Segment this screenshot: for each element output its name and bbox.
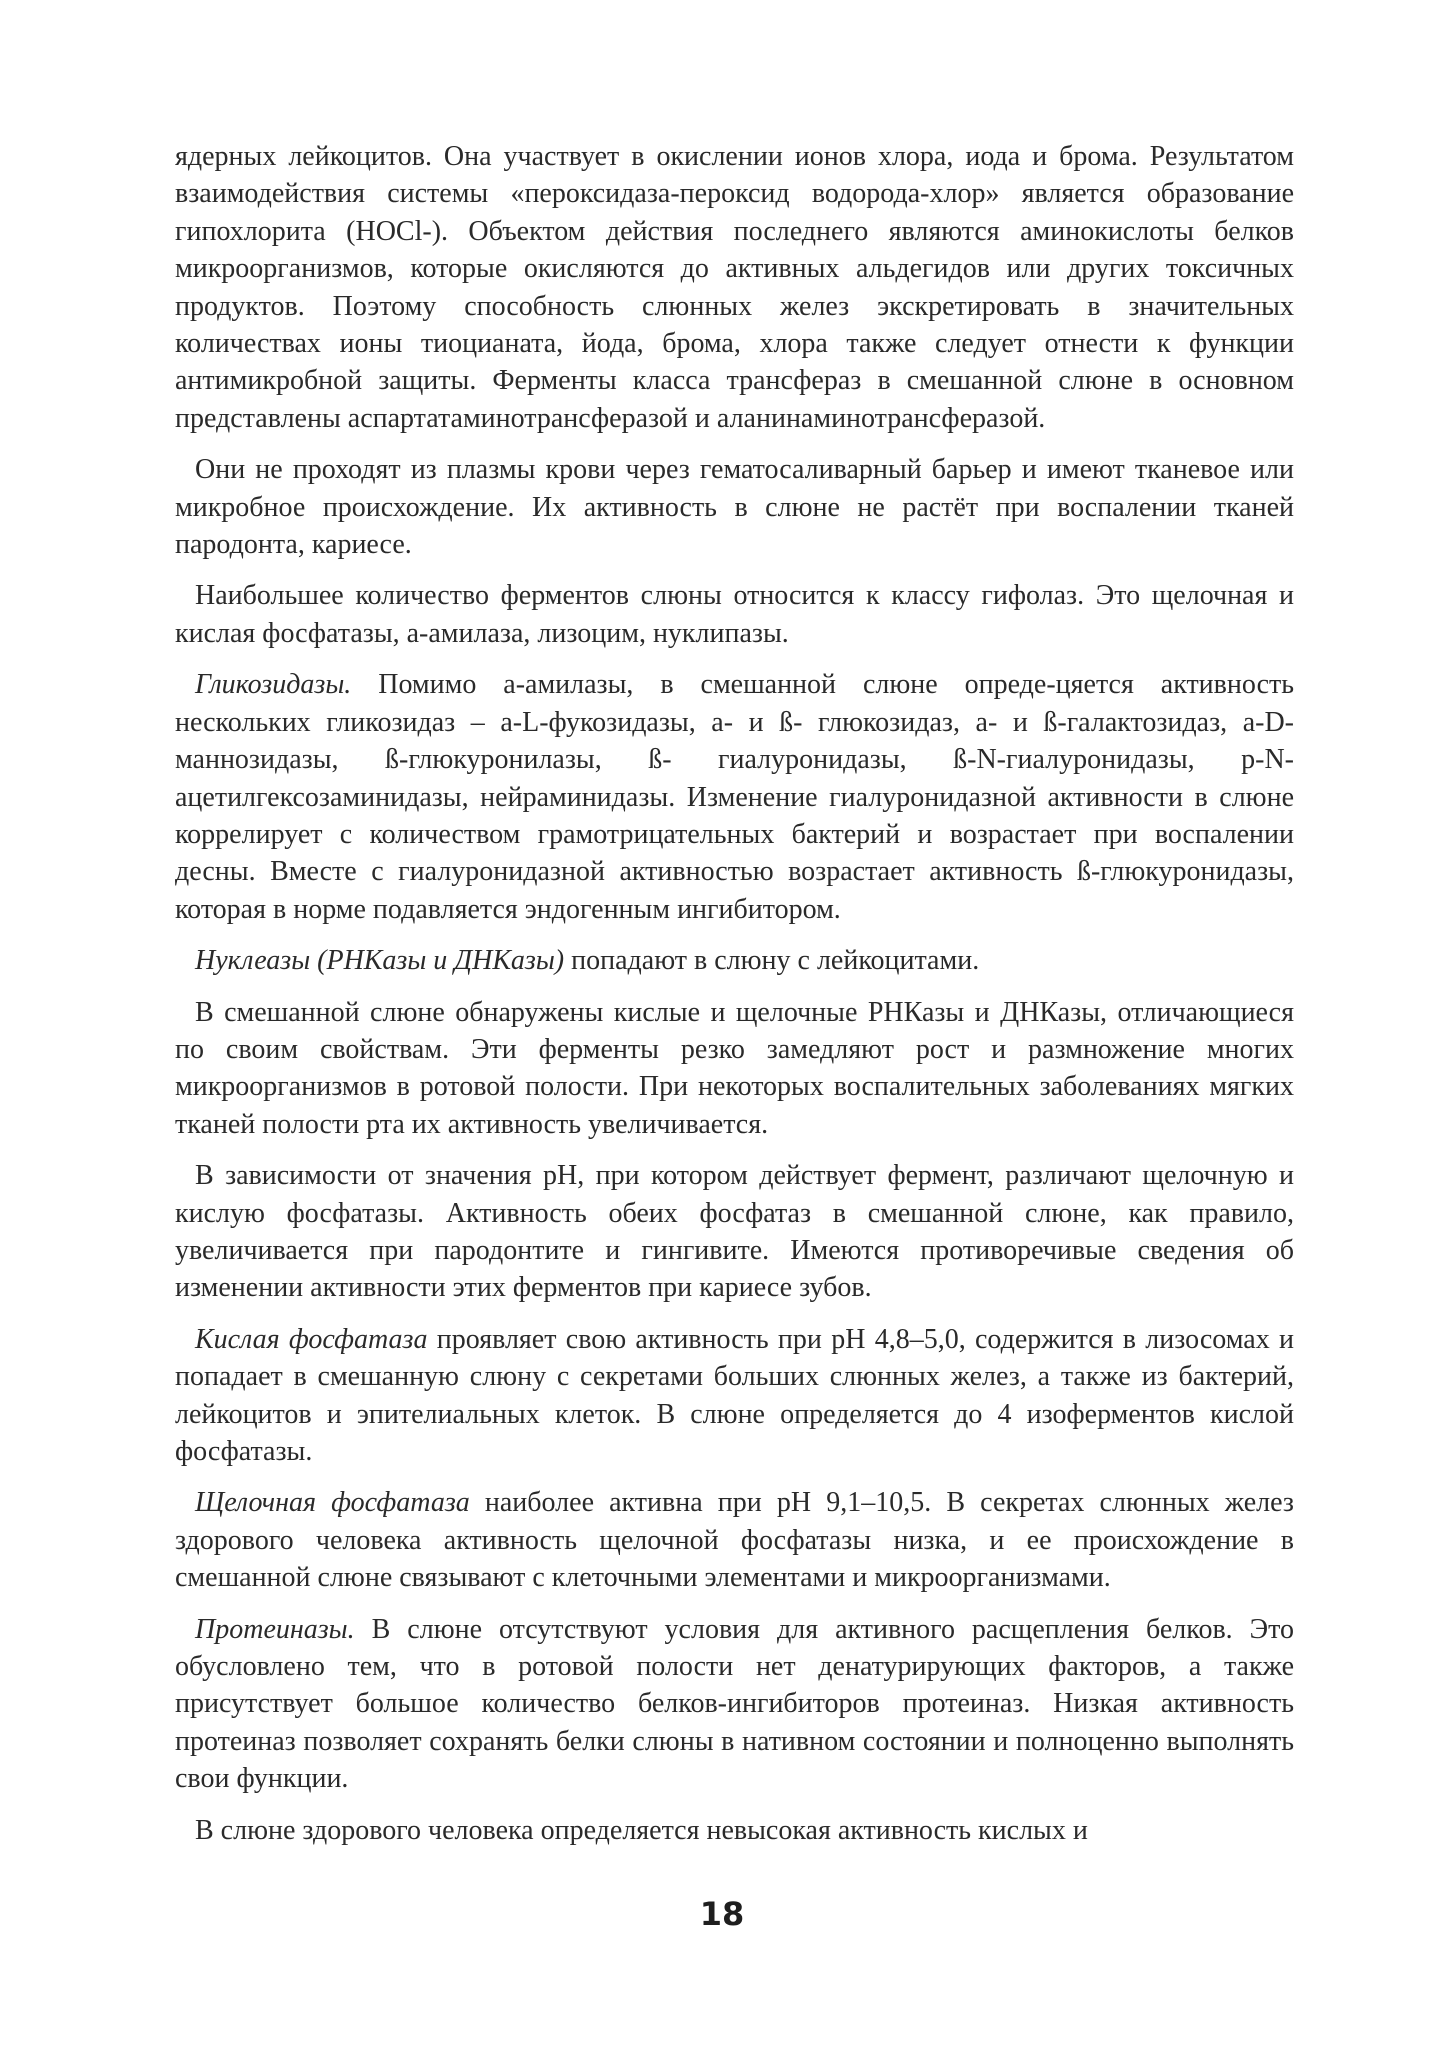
paragraph-text: В слюне здорового человека определяется невысокая активность кислых и: [195, 1814, 1088, 1846]
paragraph-text: попадают в слюну с лейкоцитами.: [564, 945, 980, 977]
paragraph-text: ядерных лейкоцитов. Она участвует в окислении ионов хлора, иода и брома. Результатом взаимодействия системы «пероксидаза-пероксид водорода-хлор» является образование гипохлорита (HOCl-). Объектом действия последнего являются аминокислоты белков микроорганизмов, которые окисляются до активных альдегидов или других токсичных продуктов. Поэтому способность слюнных желез экскретировать в значительных количествах ионы тиоцианата, йода, брома, хлора также следует отнести к функции антимикробной защиты. Ферменты класса трансфераз в смешанной слюне в основном представлены аспартатаминотрансферазой и аланинаминотрансферазой.: [175, 141, 1294, 434]
paragraph-5: [175, 942, 1294, 979]
paragraph-10: [175, 1611, 1294, 1798]
paragraph-text: В слюне отсутствуют условия для активного расщепления белков. Это обусловлено тем, что в ротовой полости нет денатурирующих факторов, а также присутствует большое количество белков-ингибиторов протеиназ. Низкая активность протеиназ позволяет сохранять белки слюны в нативном состоянии и полноценно выполнять свои функции.: [175, 1613, 1294, 1795]
paragraph-9: [175, 1484, 1294, 1596]
paragraph-text: Они не проходят из плазмы крови через гематосаливарный барьер и имеют тканевое или микробное происхождение. Их активность в слюне не растёт при воспалении тканей пародонта, кариесе.: [175, 454, 1294, 561]
paragraph-2: [175, 451, 1294, 563]
paragraph-3: [175, 577, 1294, 652]
paragraph-1: [175, 138, 1294, 437]
paragraph-lead: Щелочная фосфатаза: [195, 1487, 470, 1519]
paragraph-lead: Протеиназы.: [195, 1613, 355, 1645]
paragraph-lead: Гликозидазы.: [195, 669, 352, 701]
paragraph-11: [175, 1812, 1294, 1849]
body-text: [175, 138, 1294, 1863]
paragraph-text: В зависимости от значения pH, при котором действует фермент, различают щелочную и кислую фосфатазы. Активность обеих фосфатаз в смешанной слюне, как правило, увеличивается при пародонтите и гингивите. Имеются противоречивые сведения об изменении активности этих ферментов при кариесе зубов.: [175, 1160, 1294, 1304]
paragraph-text: Наибольшее количество ферментов слюны относится к классу гифолаз. Это щелочная и кислая фосфатазы, а-амилаза, лизоцим, нуклипазы.: [175, 580, 1294, 649]
paragraph-lead: Нуклеазы (РНКазы и ДНКазы): [195, 945, 565, 977]
paragraph-6: [175, 994, 1294, 1144]
paragraph-text: Помимо а-амилазы, в смешанной слюне опреде-цяется активность нескольких гликозидаз – а-L-фукозидазы, а- и ß- глюкозидаз, а- и ß-галактозидаз, а-D-маннозидазы, ß-глюкуронилазы, ß- гиалуронидазы, ß-N-гиалуронидазы, р-N-ацетилгексозаминидазы, нейраминидазы. Изменение гиалуронидазной активности в слюне коррелирует с количеством грамотрицательных бактерий и возрастает при воспалении десны. Вместе с гиалуронидазной активностью возрастает активность ß-глюкуронидазы, которая в норме подавляется эндогенным ингибитором.: [175, 669, 1294, 925]
paragraph-4: [175, 666, 1294, 928]
paragraph-7: [175, 1157, 1294, 1307]
paragraph-text: проявляет свою активность при pH 4,8–5,0, содержится в лизосомах и попадает в смешанную слюну с секретами больших слюнных желез, а также из бактерий, лейкоцитов и эпителиальных клеток. В слюне определяется до 4 изоферментов кислой фосфатазы.: [175, 1323, 1294, 1467]
paragraph-text: В смешанной слюне обнаружены кислые и щелочные РНКазы и ДНКазы, отличающиеся по своим свойствам. Эти ферменты резко замедляют рост и размножение многих микроорганизмов в ротовой полости. При некоторых воспалительных заболеваниях мягких тканей полости рта их активность увеличивается.: [175, 996, 1294, 1140]
paragraph-lead: Кислая фосфатаза: [195, 1323, 428, 1355]
page-number: 18: [699, 1895, 745, 1933]
paragraph-text: наиболее активна при pH 9,1–10,5. В секретах слюнных желез здорового человека активность щелочной фосфатазы низка, и ее происхождение в смешанной слюне связывают с клеточными элементами и микроорганизмами.: [175, 1487, 1294, 1594]
paragraph-8: [175, 1321, 1294, 1471]
